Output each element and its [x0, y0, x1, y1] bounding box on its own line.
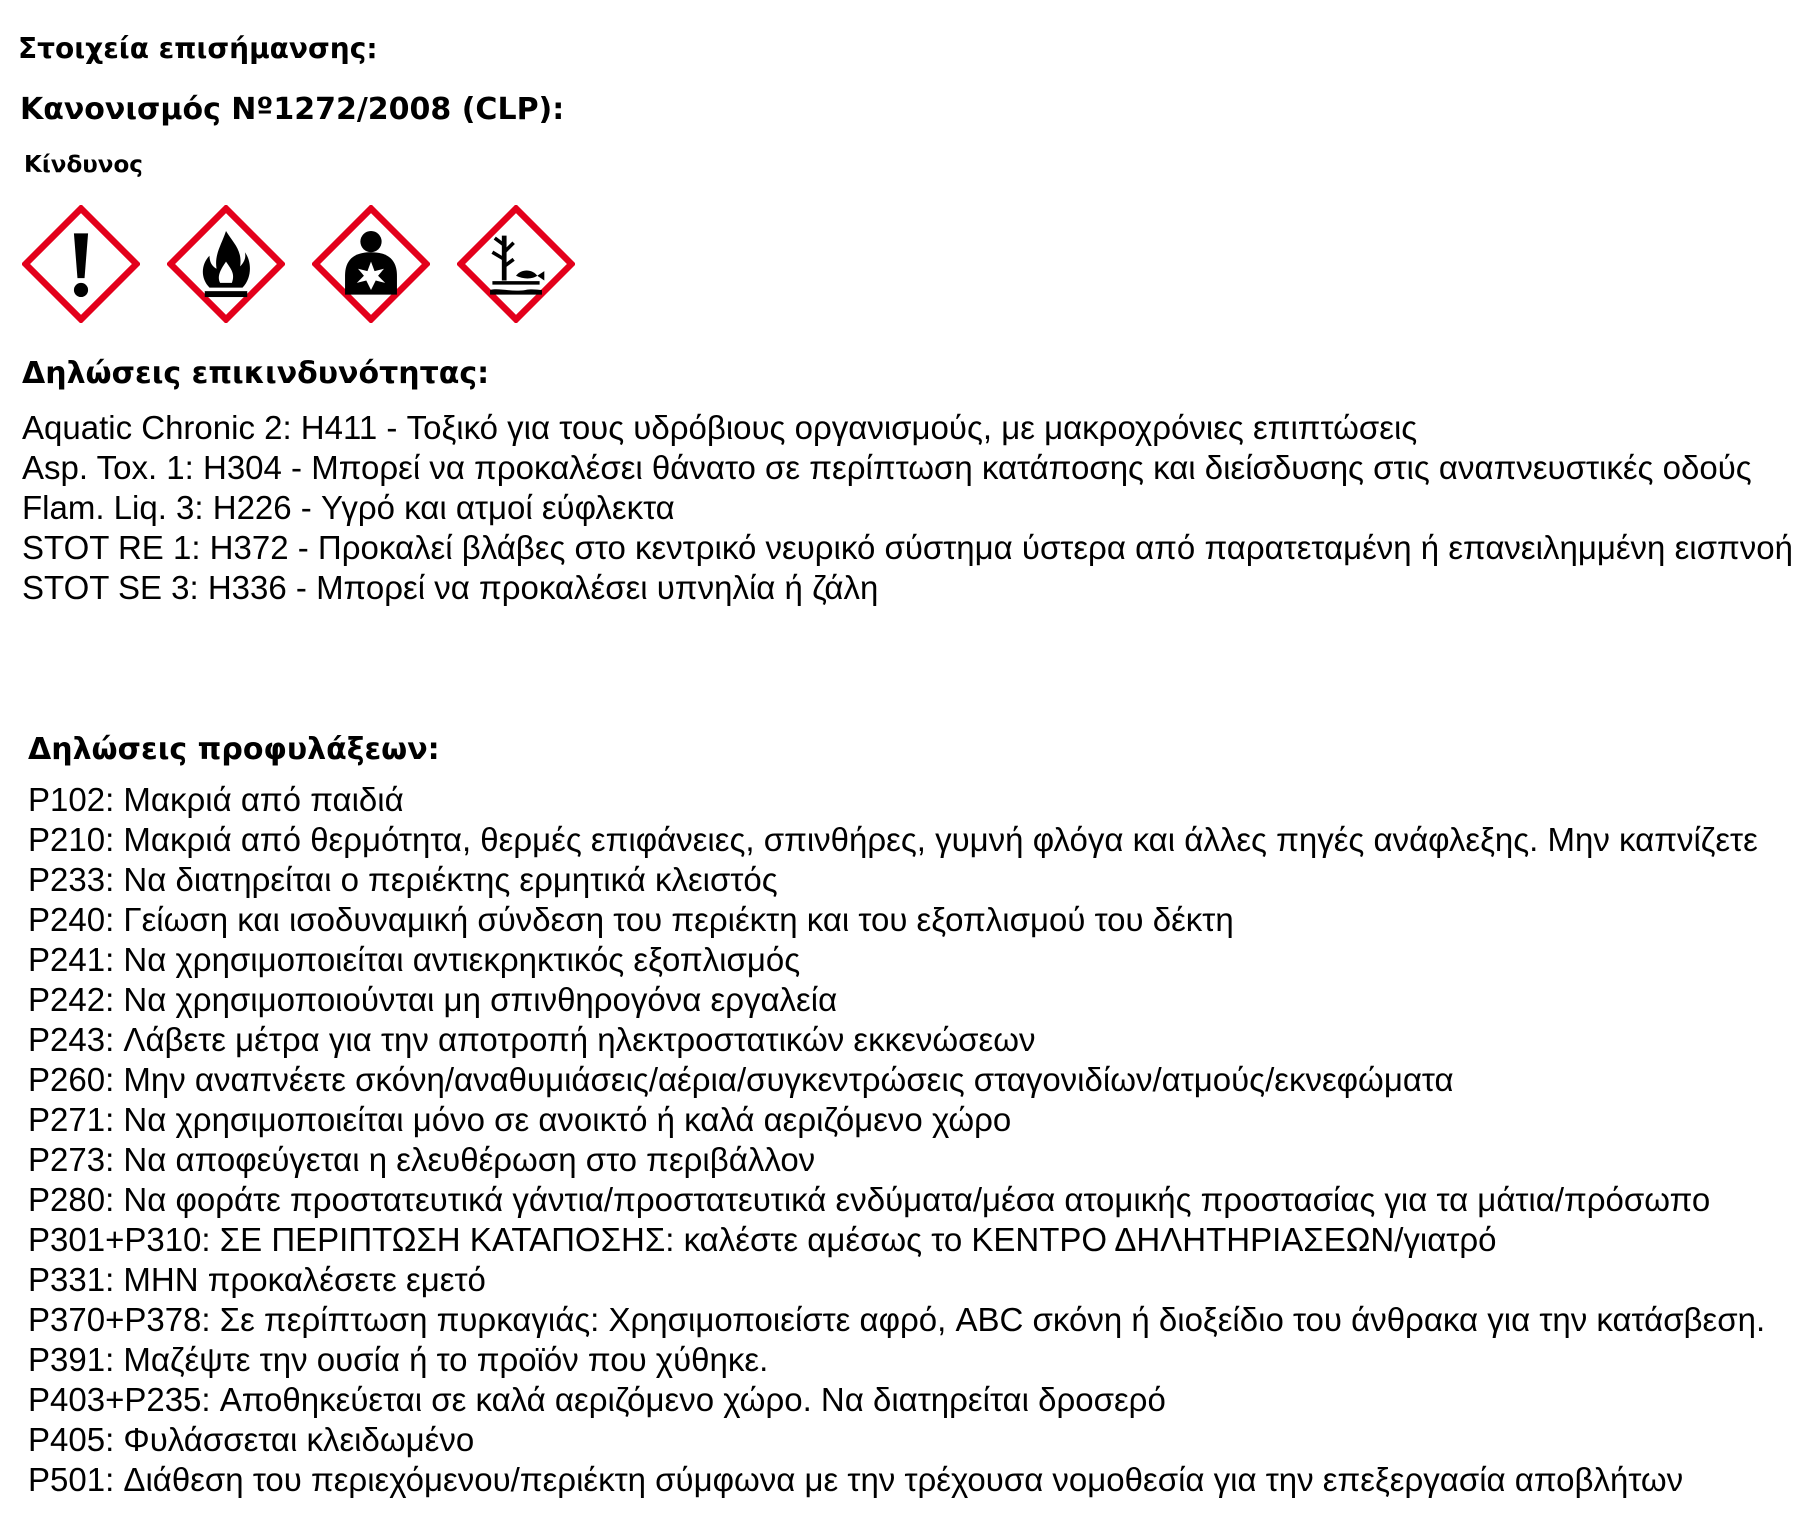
precautionary-statement: P240: Γείωση και ισοδυναμική σύνδεση του περιέκτη και του εξοπλισμού του δέκτη — [28, 901, 1234, 938]
precautionary-statement: P241: Να χρησιμοποιείται αντιεκρηκτικός εξοπλισμός — [28, 941, 801, 978]
exclamation-mark-icon — [22, 205, 140, 323]
regulation-title: Κανονισμός Νº1272/2008 (CLP): — [20, 92, 565, 127]
precautionary-statement: P370+P378: Σε περίπτωση πυρκαγιάς: Χρησιμοποιείστε αφρό, ABC σκόνη ή διοξείδιο του άνθρακα για την κατάσβεση. — [28, 1301, 1766, 1338]
precautionary-statement: P242: Να χρησιμοποιούνται μη σπινθηρογόνα εργαλεία — [28, 981, 838, 1018]
precautionary-statement: P403+P235: Αποθηκεύεται σε καλά αεριζόμενο χώρο. Να διατηρείται δροσερό — [28, 1381, 1166, 1418]
precautionary-statement: P233: Να διατηρείται ο περιέκτης ερμητικά κλειστός — [28, 861, 778, 898]
precautionary-statement: P273: Να αποφεύγεται η ελευθέρωση στο περιβάλλον — [28, 1141, 816, 1178]
ghs-pictograms — [22, 205, 575, 323]
hazard-statement: Asp. Tox. 1: H304 - Μπορεί να προκαλέσει θάνατο σε περίπτωση κατάποσης και διείσδυσης στις αναπνευστικές οδούς — [22, 449, 1752, 486]
hazard-statements-list — [22, 408, 1793, 608]
precautionary-statement: P391: Μαζέψτε την ουσία ή το προϊόν που χύθηκε. — [28, 1341, 769, 1378]
precautionary-statement: P405: Φυλάσσεται κλειδωμένο — [28, 1421, 475, 1458]
precautionary-statement: P210: Μακριά από θερμότητα, θερμές επιφάνειες, σπινθήρες, γυμνή φλόγα και άλλες πηγές ανάφλεξης. Μην καπνίζετε — [28, 821, 1758, 858]
label-elements-title: Στοιχεία επισήμανσης: — [18, 32, 378, 65]
precautionary-statement: P280: Να φοράτε προστατευτικά γάντια/προστατευτικά ενδύματα/μέσα ατομικής προστασίας για τα μάτια/πρόσωπο — [28, 1181, 1711, 1218]
hazard-statement: STOT SE 3: H336 - Μπορεί να προκαλέσει υπνηλία ή ζάλη — [22, 569, 879, 606]
precautionary-statement: P243: Λάβετε μέτρα για την αποτροπή ηλεκτροστατικών εκκενώσεων — [28, 1021, 1036, 1058]
precautionary-statement: P331: ΜΗΝ προκαλέσετε εμετό — [28, 1261, 486, 1298]
health-hazard-icon — [312, 205, 430, 323]
precautionary-statement: P260: Μην αναπνέετε σκόνη/αναθυμιάσεις/αέρια/συγκεντρώσεις σταγονιδίων/ατμούς/εκνεφώματα — [28, 1061, 1454, 1098]
hazard-statement: Aquatic Chronic 2: H411 - Τοξικό για τους υδρόβιους οργανισμούς, με μακροχρόνιες επιπτώσεις — [22, 409, 1418, 446]
hazard-statement: STOT RE 1: H372 - Προκαλεί βλάβες στο κεντρικό νευρικό σύστημα ύστερα από παρατεταμένη ή επανειλημμένη εισπνοή — [22, 529, 1793, 566]
precautionary-statements-heading: Δηλώσεις προφυλάξεων: — [28, 732, 440, 767]
flame-icon — [167, 205, 285, 323]
precautionary-statement: P102: Μακριά από παιδιά — [28, 781, 404, 818]
precautionary-statements-list — [28, 780, 1765, 1500]
precautionary-statement: P501: Διάθεση του περιεχόμενου/περιέκτη σύμφωνα με την τρέχουσα νομοθεσία για την επεξεργασία αποβλήτων — [28, 1461, 1684, 1498]
hazard-statements-heading: Δηλώσεις επικινδυνότητας: — [22, 356, 490, 391]
signal-word: Κίνδυνος — [24, 152, 143, 178]
precautionary-statement: P301+P310: ΣΕ ΠΕΡΙΠΤΩΣΗ ΚΑΤΑΠΟΣΗΣ: καλέστε αμέσως το ΚΕΝΤΡΟ ΔΗΛΗΤΗΡΙΑΣΕΩΝ/γιατρό — [28, 1221, 1497, 1258]
environment-hazard-icon — [457, 205, 575, 323]
hazard-statement: Flam. Liq. 3: H226 - Υγρό και ατμοί εύφλεκτα — [22, 489, 675, 526]
precautionary-statement: P271: Να χρησιμοποιείται μόνο σε ανοικτό ή καλά αεριζόμενο χώρο — [28, 1101, 1012, 1138]
